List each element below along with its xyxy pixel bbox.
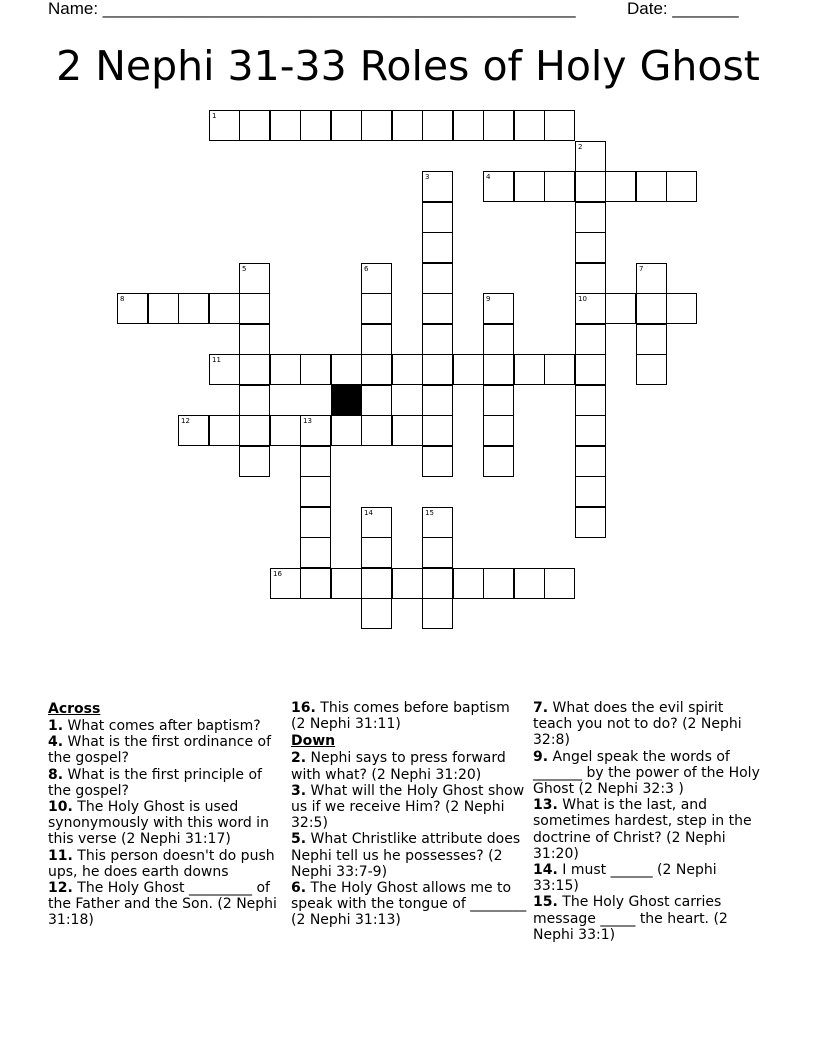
clue-number-label: 16. xyxy=(291,700,316,716)
grid-cell[interactable] xyxy=(483,324,514,355)
grid-cell[interactable] xyxy=(239,324,270,355)
grid-cell[interactable] xyxy=(209,110,240,141)
clue-text: What Christlike attribute does Nephi tell us he possesses? (2 Nephi 33:7-9) xyxy=(291,831,521,880)
grid-cell[interactable] xyxy=(178,293,209,324)
grid-cell[interactable] xyxy=(514,354,545,385)
grid-cell[interactable] xyxy=(575,232,606,263)
clue-number-label: 1. xyxy=(48,718,64,734)
clue-text: What does the evil spirit teach you not to do? (2 Nephi 32:8) xyxy=(533,700,742,749)
grid-cell[interactable] xyxy=(514,110,545,141)
grid-cell[interactable] xyxy=(239,263,270,294)
clue-text: This person doesn't do push ups, he does earth downs xyxy=(48,847,275,880)
clue-number-label: 6. xyxy=(291,880,307,897)
clue-number: 2 xyxy=(578,143,583,151)
down-clue-list xyxy=(291,750,527,928)
across-clue-list xyxy=(48,718,280,929)
clue-number: 16 xyxy=(273,570,282,578)
grid-cell[interactable] xyxy=(361,598,392,629)
grid-cell[interactable] xyxy=(575,354,606,385)
clue-number-label: 13. xyxy=(533,797,558,814)
grid-cell[interactable] xyxy=(422,446,453,477)
grid-cell[interactable] xyxy=(361,507,392,538)
across-heading: Across xyxy=(48,701,101,717)
grid-cell[interactable] xyxy=(392,354,423,385)
grid-cell[interactable] xyxy=(300,476,331,507)
clue-number-label: 14. xyxy=(533,862,558,879)
grid-cell[interactable] xyxy=(422,293,453,324)
grid-cell[interactable] xyxy=(575,293,606,324)
down-clue xyxy=(291,880,527,929)
grid-cell[interactable] xyxy=(300,446,331,477)
clue-text: The Holy Ghost is used synonymously with this word in this verse (2 Nephi 31:17) xyxy=(48,799,269,848)
clue-number: 4 xyxy=(486,173,491,181)
grid-cell[interactable] xyxy=(575,171,606,202)
grid-cell[interactable] xyxy=(361,385,392,416)
grid-cell[interactable] xyxy=(117,293,148,324)
clue-text: The Holy Ghost allows me to speak with the tongue of ________ (2 Nephi 31:13) xyxy=(291,880,527,929)
grid-cell[interactable] xyxy=(453,568,484,599)
across-clue xyxy=(48,848,280,880)
grid-cell[interactable] xyxy=(544,110,575,141)
clue-text: What is the first ordinance of the gospel? xyxy=(48,734,272,767)
grid-cell[interactable] xyxy=(361,537,392,568)
grid-cell[interactable] xyxy=(575,141,606,172)
grid-cell[interactable] xyxy=(239,385,270,416)
grid-cell[interactable] xyxy=(300,415,331,446)
grid-cell[interactable] xyxy=(361,293,392,324)
grid-cell[interactable] xyxy=(575,476,606,507)
grid-cell[interactable] xyxy=(209,415,240,446)
clue-text: I must ______ (2 Nephi 33:15) xyxy=(533,862,717,895)
grid-cell[interactable] xyxy=(239,110,270,141)
down-clue xyxy=(533,862,765,894)
grid-cell[interactable] xyxy=(575,202,606,233)
across-clue xyxy=(48,880,280,929)
grid-cell[interactable] xyxy=(239,446,270,477)
grid-cell[interactable] xyxy=(361,568,392,599)
clues-column-2 xyxy=(291,700,527,929)
grid-cell[interactable] xyxy=(300,568,331,599)
grid-cell[interactable] xyxy=(178,415,209,446)
clue-number-label: 2. xyxy=(291,750,307,767)
clue-number: 14 xyxy=(364,509,373,517)
clue-text: What comes after baptism? xyxy=(63,718,261,734)
grid-cell[interactable] xyxy=(148,293,179,324)
clue-number: 5 xyxy=(242,265,247,273)
grid-cell[interactable] xyxy=(300,110,331,141)
grid-cell[interactable] xyxy=(422,263,453,294)
clue-number-label: 11. xyxy=(48,847,73,864)
grid-cell[interactable] xyxy=(361,110,392,141)
down-clue xyxy=(533,894,765,943)
clue-number-label: 5. xyxy=(291,831,307,848)
grid-cell[interactable] xyxy=(483,446,514,477)
down-clue xyxy=(533,749,765,798)
grid-cell[interactable] xyxy=(270,568,301,599)
grid-cell[interactable] xyxy=(422,354,453,385)
grid-cell[interactable] xyxy=(544,568,575,599)
grid-cell[interactable] xyxy=(483,385,514,416)
grid-cell[interactable] xyxy=(331,415,362,446)
across-clue xyxy=(48,718,280,734)
grid-cell[interactable] xyxy=(270,110,301,141)
grid-cell[interactable] xyxy=(666,293,697,324)
grid-cell[interactable] xyxy=(483,171,514,202)
grid-cell[interactable] xyxy=(636,354,667,385)
clue-number: 11 xyxy=(212,356,221,364)
grid-cell[interactable] xyxy=(422,568,453,599)
page-title: 2 Nephi 31-33 Roles of Holy Ghost xyxy=(56,42,760,90)
grid-cell[interactable] xyxy=(575,446,606,477)
grid-cell[interactable] xyxy=(575,415,606,446)
grid-cell[interactable] xyxy=(422,415,453,446)
grid-cell[interactable] xyxy=(300,537,331,568)
grid-cell[interactable] xyxy=(483,354,514,385)
grid-cell[interactable] xyxy=(575,263,606,294)
down-clue xyxy=(291,783,527,832)
clue-text: What is the last, and sometimes hardest, step in the doctrine of Christ? (2 Nephi 31:20) xyxy=(533,797,752,862)
clue-text: This comes before baptism (2 Nephi 31:11) xyxy=(291,700,510,733)
clue-number-label: 12. xyxy=(48,880,73,897)
across-clue xyxy=(48,799,280,848)
grid-cell[interactable] xyxy=(544,354,575,385)
grid-cell[interactable] xyxy=(270,354,301,385)
grid-cell[interactable] xyxy=(636,171,667,202)
across-clue xyxy=(48,767,280,799)
down-clue xyxy=(291,831,527,880)
grid-cell[interactable] xyxy=(636,293,667,324)
grid-cell[interactable] xyxy=(361,324,392,355)
across-clue xyxy=(48,734,280,766)
grid-cell[interactable] xyxy=(422,232,453,263)
grid-cell[interactable] xyxy=(331,110,362,141)
grid-cell[interactable] xyxy=(514,568,545,599)
grid-cell[interactable] xyxy=(636,263,667,294)
clue-number-label: 3. xyxy=(291,782,307,799)
grid-cell[interactable] xyxy=(331,568,362,599)
grid-cell[interactable] xyxy=(514,171,545,202)
grid-cell[interactable] xyxy=(483,293,514,324)
grid-cell[interactable] xyxy=(331,354,362,385)
grid-cell[interactable] xyxy=(422,537,453,568)
clue-number-label: 10. xyxy=(48,799,73,816)
grid-cell[interactable] xyxy=(605,171,636,202)
clue-text: Nephi says to press forward with what? (2 Nephi 31:20) xyxy=(291,750,506,783)
grid-cell[interactable] xyxy=(361,354,392,385)
grid-cell[interactable] xyxy=(575,507,606,538)
down-clue xyxy=(533,700,765,749)
grid-cell[interactable] xyxy=(575,385,606,416)
clue-number-label: 7. xyxy=(533,700,549,716)
grid-cell[interactable] xyxy=(422,202,453,233)
clue-number-label: 8. xyxy=(48,766,64,783)
grid-cell[interactable] xyxy=(239,415,270,446)
grid-cell[interactable] xyxy=(300,507,331,538)
grid-cell[interactable] xyxy=(270,415,301,446)
grid-cell[interactable] xyxy=(636,324,667,355)
down-clue xyxy=(533,797,765,862)
down-clue xyxy=(291,750,527,782)
name-line: Name: __________________________________________________ xyxy=(48,0,576,18)
black-cell xyxy=(331,385,362,416)
clue-number: 6 xyxy=(364,265,369,273)
across-clue xyxy=(291,700,527,732)
grid-cell[interactable] xyxy=(666,171,697,202)
grid-cell[interactable] xyxy=(483,110,514,141)
clue-number: 13 xyxy=(303,417,312,425)
date-line: Date: _______ xyxy=(627,0,739,18)
down-clue-list-continued xyxy=(533,700,765,943)
clue-text: The Holy Ghost carries message _____ the heart. (2 Nephi 33:1) xyxy=(533,894,728,943)
grid-cell[interactable] xyxy=(483,415,514,446)
grid-cell[interactable] xyxy=(239,293,270,324)
grid-cell[interactable] xyxy=(209,354,240,385)
grid-cell[interactable] xyxy=(422,171,453,202)
grid-cell[interactable] xyxy=(392,415,423,446)
clues-column-3 xyxy=(533,700,765,943)
clue-text: The Holy Ghost _________ of the Father and the Son. (2 Nephi 31:18) xyxy=(48,880,277,929)
clue-number-label: 9. xyxy=(533,748,549,765)
grid-cell[interactable] xyxy=(392,568,423,599)
across-clue-list-continued xyxy=(291,700,527,732)
grid-cell[interactable] xyxy=(483,568,514,599)
grid-cell[interactable] xyxy=(575,324,606,355)
clue-text: Angel speak the words of _______ by the power of the Holy Ghost (2 Nephi 32:3 ) xyxy=(533,748,760,798)
grid-cell[interactable] xyxy=(392,110,423,141)
grid-cell[interactable] xyxy=(453,354,484,385)
clue-text: What will the Holy Ghost show us if we receive Him? (2 Nephi 32:5) xyxy=(291,782,525,832)
grid-cell[interactable] xyxy=(453,110,484,141)
clue-number: 8 xyxy=(120,295,125,303)
clue-number: 7 xyxy=(639,265,644,273)
clues-column-1 xyxy=(48,700,280,929)
grid-cell[interactable] xyxy=(209,293,240,324)
clue-number-label: 4. xyxy=(48,734,64,751)
clue-number: 9 xyxy=(486,295,491,303)
grid-cell[interactable] xyxy=(422,324,453,355)
clue-text: What is the first principle of the gospel? xyxy=(48,766,262,799)
grid-cell[interactable] xyxy=(422,385,453,416)
clue-number-label: 15. xyxy=(533,894,558,911)
clue-number: 12 xyxy=(181,417,190,425)
grid-cell[interactable] xyxy=(422,110,453,141)
grid-cell[interactable] xyxy=(300,354,331,385)
grid-cell[interactable] xyxy=(605,293,636,324)
down-heading: Down xyxy=(291,733,336,750)
clue-number: 10 xyxy=(578,295,587,303)
clue-number: 15 xyxy=(425,509,434,517)
grid-cell[interactable] xyxy=(361,415,392,446)
grid-cell[interactable] xyxy=(361,263,392,294)
grid-cell[interactable] xyxy=(422,507,453,538)
grid-cell[interactable] xyxy=(544,171,575,202)
grid-cell[interactable] xyxy=(239,354,270,385)
grid-cell[interactable] xyxy=(422,598,453,629)
clue-number: 1 xyxy=(212,112,217,120)
clue-number: 3 xyxy=(425,173,430,181)
